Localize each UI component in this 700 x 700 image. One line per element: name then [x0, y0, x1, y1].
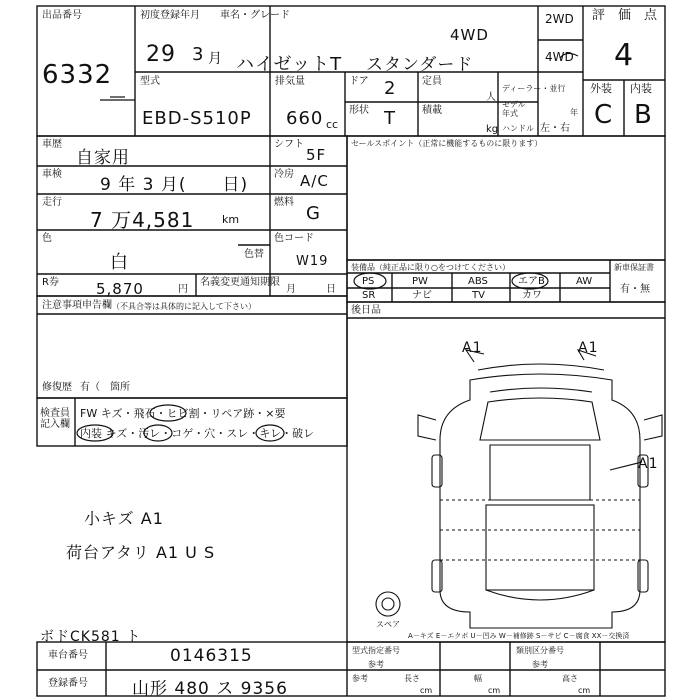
- handwritten-note-2: 荷台アタリ A1 U S: [66, 543, 216, 562]
- handle-label: ハンドル: [502, 124, 534, 133]
- notes-label: 注意事項申告欄: [42, 300, 112, 311]
- tax-deadline-label: 名義変更通知期限: [200, 277, 280, 288]
- width-label: 幅: [474, 674, 482, 683]
- shape-label: 形状: [349, 105, 369, 116]
- damage-mark-2: A1: [578, 340, 599, 356]
- recycle-label: R券: [42, 277, 59, 288]
- repair-value: 有（ 箇所: [80, 382, 130, 393]
- first-registration-month-unit: 月: [208, 51, 223, 67]
- score-value: 4: [614, 38, 635, 73]
- damage-mark-3: A1: [638, 456, 659, 472]
- lot-label: 出品番号: [42, 10, 82, 21]
- model-year-label: モデル年式: [502, 100, 526, 118]
- handwritten-note-3: ボドCK581 ト: [40, 629, 142, 645]
- lot-number: 6332: [42, 60, 113, 90]
- registration-label: 登録番号: [48, 678, 88, 689]
- chassis-number: 0146315: [170, 646, 253, 666]
- capacity-unit: 人: [486, 92, 496, 103]
- warranty-value: 有・無: [620, 284, 650, 295]
- ac-value: A/C: [300, 172, 329, 190]
- recycle-unit: 円: [178, 284, 188, 295]
- equipment-navi: ナビ: [412, 290, 432, 301]
- grade-value: スタンダード: [366, 55, 474, 75]
- spare-label: スペア: [376, 620, 400, 629]
- registration-number: 山形 480 ス 9356: [132, 679, 288, 699]
- color-change-label: 色替: [244, 249, 264, 260]
- load-label: 積載: [422, 105, 442, 116]
- history-value: 自家用: [76, 148, 130, 168]
- drive-2wd-label: 2WD: [545, 12, 574, 26]
- width-unit: cm: [488, 686, 501, 695]
- inspector-row-2: 内装 キズ・汚レ・コゲ・穴・スレ・キレ・破レ: [80, 427, 315, 440]
- displacement-value: 660: [286, 108, 324, 129]
- height-unit: cm: [578, 686, 591, 695]
- ref-label-2: 参考: [532, 660, 548, 669]
- mileage-value: 7 万4,581: [90, 208, 195, 232]
- shift-label: シフト: [274, 139, 304, 150]
- equipment-label: 装備品（純正品に限り○をつけてください）: [351, 263, 510, 272]
- displacement-unit: cc: [326, 118, 339, 131]
- mileage-label: 走行: [42, 197, 62, 208]
- warranty-label: 新車保証書: [614, 263, 654, 272]
- history-label: 車歴: [42, 139, 62, 150]
- mileage-unit: km: [222, 213, 240, 226]
- inspection-value: 9 年 3 月( 日): [100, 175, 249, 195]
- first-registration-year: 29: [146, 42, 176, 67]
- chassis-label: 車台番号: [48, 650, 88, 661]
- equipment-tv: TV: [472, 290, 485, 301]
- length-label: 長さ: [404, 674, 420, 683]
- shift-value: 5F: [306, 146, 327, 164]
- model-value: EBD-S510P: [142, 108, 252, 129]
- color-label: 色: [42, 233, 52, 244]
- inspection-label: 車検: [42, 169, 62, 180]
- repair-label: 修復歴: [42, 382, 72, 393]
- length-unit: cm: [420, 686, 433, 695]
- drive-4wd-label: 4WD: [545, 50, 574, 64]
- color-code-value: W19: [296, 254, 329, 269]
- inspector-row-1: FW キズ・飛石・ヒビ割・リペア跡・×要: [80, 407, 286, 420]
- model-label: 型式: [140, 76, 160, 87]
- equipment-pw: PW: [412, 276, 428, 287]
- fuel-label: 燃料: [274, 197, 294, 208]
- height-label: 高さ: [562, 674, 578, 683]
- handle-options: 左・右: [540, 123, 570, 134]
- car-name-label: 車名・グレード: [220, 10, 290, 21]
- equipment-aw: AW: [576, 276, 593, 287]
- equipment-leather: カワ: [522, 290, 542, 301]
- interior-grade: B: [634, 100, 653, 130]
- handwritten-note-1: 小キズ A1: [84, 509, 164, 528]
- exterior-label: 外装: [590, 82, 612, 95]
- equipment-abs: ABS: [468, 276, 488, 287]
- damage-mark-1: A1: [462, 340, 483, 356]
- drive-value: 4WD: [450, 26, 489, 44]
- score-label: 評 価 点: [592, 8, 658, 23]
- car-diagram: [376, 350, 662, 628]
- displacement-label: 排気量: [275, 76, 305, 87]
- class-number-label: 類別区分番号: [516, 646, 564, 655]
- rear-item-label: 後日品: [351, 305, 381, 316]
- color-value: 白: [110, 252, 129, 273]
- shape-value: T: [384, 108, 396, 129]
- first-registration-label: 初度登録年月: [140, 10, 200, 21]
- inspector-label: 検査員記入欄: [40, 408, 70, 430]
- tax-month: 月: [286, 284, 296, 295]
- ref-label-1: 参考: [368, 660, 384, 669]
- car-name-value: ハイゼットT: [236, 54, 343, 75]
- load-unit: kg: [486, 124, 499, 135]
- recycle-value: 5,870: [96, 280, 144, 298]
- equipment-ps: PS: [362, 276, 375, 287]
- type-designation-label: 型式指定番号: [352, 646, 400, 655]
- dealer-label: ディーラー・並行: [502, 84, 566, 93]
- tax-day: 日: [326, 284, 336, 295]
- fuel-value: G: [306, 203, 321, 224]
- equipment-sr: SR: [362, 290, 376, 301]
- door-label: ドア: [349, 76, 369, 87]
- exterior-grade: C: [594, 100, 614, 130]
- damage-legend: A－キズ E－エクボ U－凹み W－補修跡 S－サビ C－腐食 XX－交換済: [408, 632, 630, 640]
- model-year-unit: 年: [570, 108, 578, 117]
- door-value: 2: [384, 78, 397, 99]
- sales-point-label: セールスポイント（正常に機能するものに限ります）: [351, 139, 543, 148]
- ac-label: 冷房: [274, 169, 294, 180]
- color-code-label: 色コード: [274, 233, 314, 244]
- notes-sublabel: （不具合等は具体的に記入して下さい）: [112, 302, 256, 311]
- dimensions-ref-label: 参考: [352, 674, 368, 683]
- capacity-label: 定員: [422, 76, 442, 87]
- interior-label: 内装: [630, 82, 652, 95]
- equipment-airbag: エアB: [518, 276, 545, 287]
- first-registration-month: 3: [192, 44, 205, 65]
